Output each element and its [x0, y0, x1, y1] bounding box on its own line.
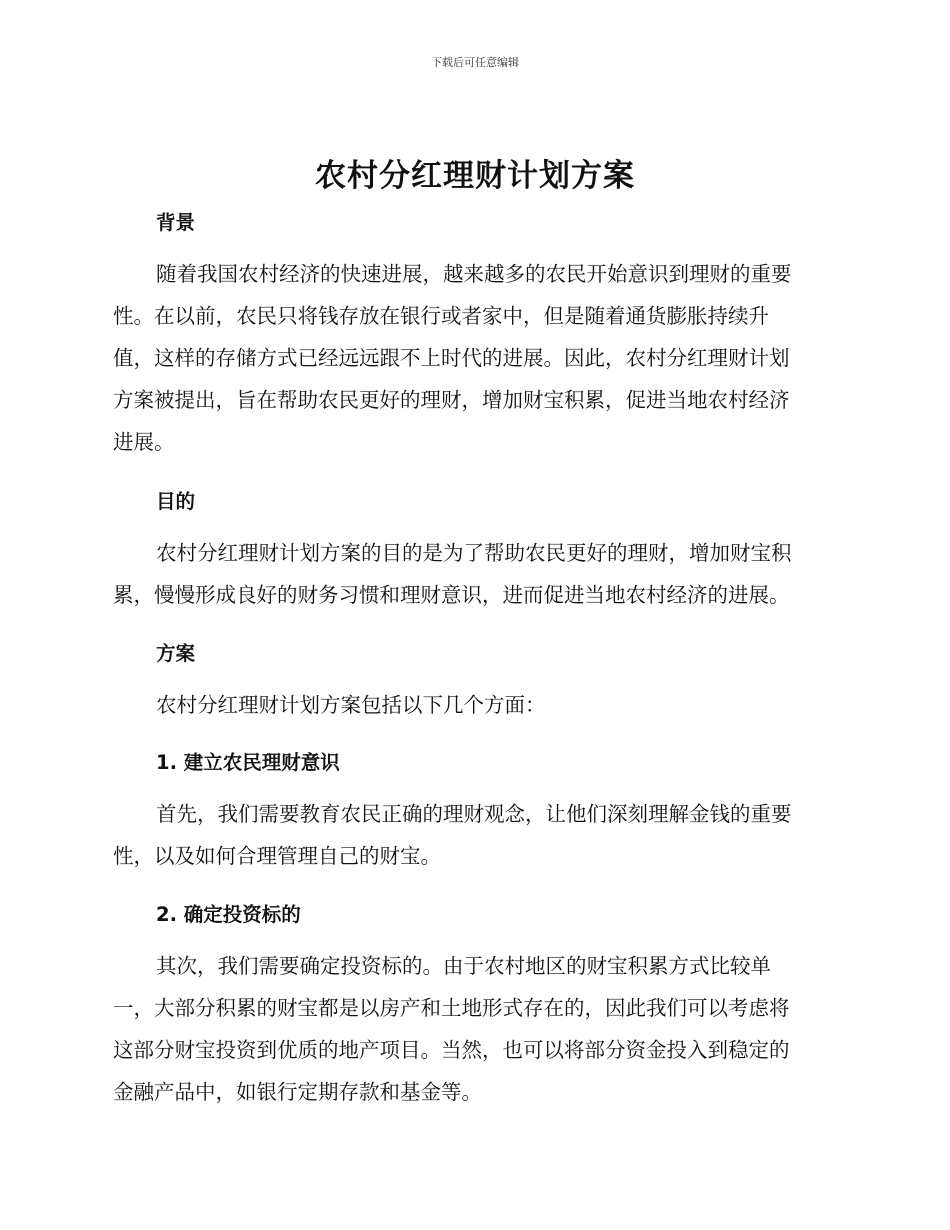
paragraph-line: 其次，我们需要确定投资标的。由于农村地区的财宝积累方式比较单 [156, 954, 771, 978]
paragraph-line: 首先，我们需要教育农民正确的理财观念，让他们深刻理解金钱的重要 [156, 802, 792, 826]
section-heading-background: 背景 [156, 211, 196, 234]
paragraph-item-2 [113, 945, 835, 1113]
paragraph-background [113, 253, 835, 463]
paragraph-line: 金融产品中，如银行定期存款和基金等。 [113, 1080, 482, 1104]
paragraph-line: 一，大部分积累的财宝都是以房产和土地形式存在的，因此我们可以考虑将 [113, 996, 790, 1020]
paragraph-plan-intro [113, 684, 835, 726]
header-note: 下载后可任意编辑 [431, 56, 519, 69]
paragraph-line: 值，这样的存储方式已经远远跟不上时代的进展。因此，农村分红理财计划 [113, 346, 790, 370]
paragraph-line: 农村分红理财计划方案的目的是为了帮助农民更好的理财，增加财宝积 [156, 541, 792, 565]
document-title: 农村分红理财计划方案 [315, 158, 635, 194]
paragraph-item-1 [113, 793, 835, 877]
paragraph-line: 进展。 [113, 430, 175, 454]
paragraph-line: 随着我国农村经济的快速进展，越来越多的农民开始意识到理财的重要 [156, 262, 792, 286]
paragraph-line: 这部分财宝投资到优质的地产项目。当然，也可以将部分资金投入到稳定的 [113, 1038, 790, 1062]
section-heading-plan: 方案 [156, 642, 196, 665]
paragraph-purpose [113, 532, 835, 616]
paragraph-line: 农村分红理财计划方案包括以下几个方面： [156, 693, 546, 717]
paragraph-line: 性。在以前，农民只将钱存放在银行或者家中，但是随着通货膨胀持续升 [113, 304, 769, 328]
paragraph-line: 性，以及如何合理管理自己的财宝。 [113, 844, 441, 868]
item-heading-2: 2. 确定投资标的 [156, 903, 301, 926]
paragraph-line: 累，慢慢形成良好的财务习惯和理财意识，进而促进当地农村经济的进展。 [113, 583, 790, 607]
paragraph-line: 方案被提出，旨在帮助农民更好的理财，增加财宝积累，促进当地农村经济 [113, 388, 790, 412]
section-heading-purpose: 目的 [156, 490, 196, 513]
item-heading-1: 1. 建立农民理财意识 [156, 751, 340, 774]
